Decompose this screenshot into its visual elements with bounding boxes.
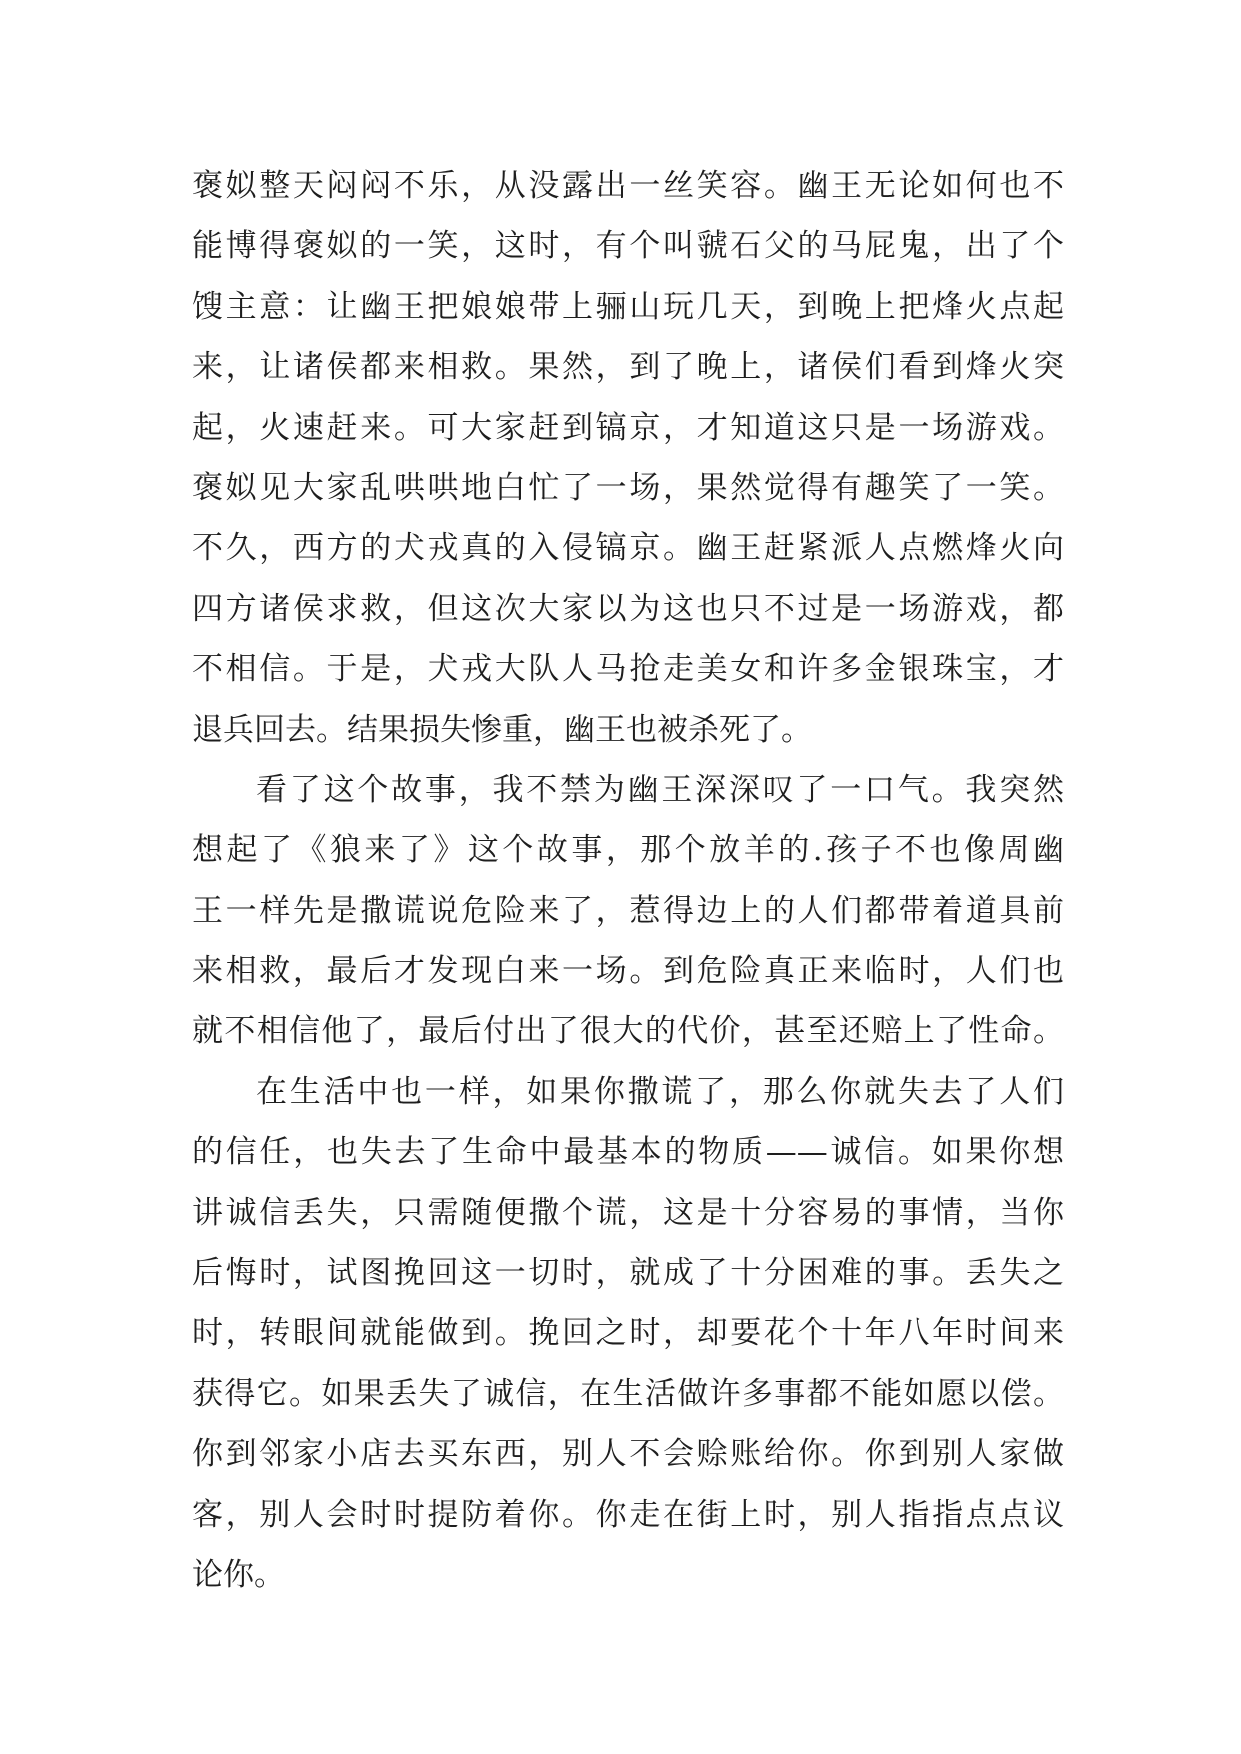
text-line: 馊主意：让幽王把娘娘带上骊山玩几天，到晚上把烽火点起 xyxy=(192,288,1064,325)
text-line: 的信任，也失去了生命中最基本的物质——诚信。如果你想 xyxy=(192,1134,1064,1171)
text-line: 后悔时，试图挽回这一切时，就成了十分困难的事。丢失之 xyxy=(192,1255,1064,1292)
text-line: 起，火速赶来。可大家赶到镐京，才知道这只是一场游戏。 xyxy=(192,409,1064,446)
text-line: 四方诸侯求救，但这次大家以为这也只不过是一场游戏，都 xyxy=(192,590,1064,627)
text-line: 讲诚信丢失，只需随便撒个谎，这是十分容易的事情，当你 xyxy=(192,1194,1064,1231)
text-line: 来，让诸侯都来相救。果然，到了晚上，诸侯们看到烽火突 xyxy=(192,349,1064,386)
text-line: 褒姒见大家乱哄哄地白忙了一场，果然觉得有趣笑了一笑。 xyxy=(192,469,1064,506)
text-line: 能博得褒姒的一笑，这时，有个叫虢石父的马屁鬼，出了个 xyxy=(192,228,1064,265)
text-line: 想起了《狼来了》这个故事，那个放羊的.孩子不也像周幽 xyxy=(192,832,1064,869)
text-line: 在生活中也一样，如果你撒谎了，那么你就失去了人们 xyxy=(256,1073,1064,1110)
text-line: 你到邻家小店去买东西，别人不会赊账给你。你到别人家做 xyxy=(192,1436,1064,1473)
text-line: 就不相信他了，最后付出了很大的代价，甚至还赔上了性命。 xyxy=(192,1013,1064,1050)
text-line: 时，转眼间就能做到。挽回之时，却要花个十年八年时间来 xyxy=(192,1315,1064,1352)
text-line: 不久，西方的犬戎真的入侵镐京。幽王赶紧派人点燃烽火向 xyxy=(192,530,1064,567)
text-line: 退兵回去。结果损失惨重，幽王也被杀死了。 xyxy=(192,711,812,748)
text-line: 看了这个故事，我不禁为幽王深深叹了一口气。我突然 xyxy=(256,771,1064,808)
text-line: 来相救，最后才发现白来一场。到危险真正来临时，人们也 xyxy=(192,953,1064,990)
text-line: 褒姒整天闷闷不乐，从没露出一丝笑容。幽王无论如何也不 xyxy=(192,168,1064,204)
text-line: 论你。 xyxy=(192,1556,285,1593)
text-line: 获得它。如果丢失了诚信，在生活做许多事都不能如愿以偿。 xyxy=(192,1375,1064,1412)
text-line: 不相信。于是，犬戎大队人马抢走美女和许多金银珠宝，才 xyxy=(192,651,1064,688)
document-body xyxy=(192,156,1064,1605)
text-line: 客，别人会时时提防着你。你走在街上时，别人指指点点议 xyxy=(192,1496,1064,1533)
text-line: 王一样先是撒谎说危险来了，惹得边上的人们都带着道具前 xyxy=(192,892,1064,929)
